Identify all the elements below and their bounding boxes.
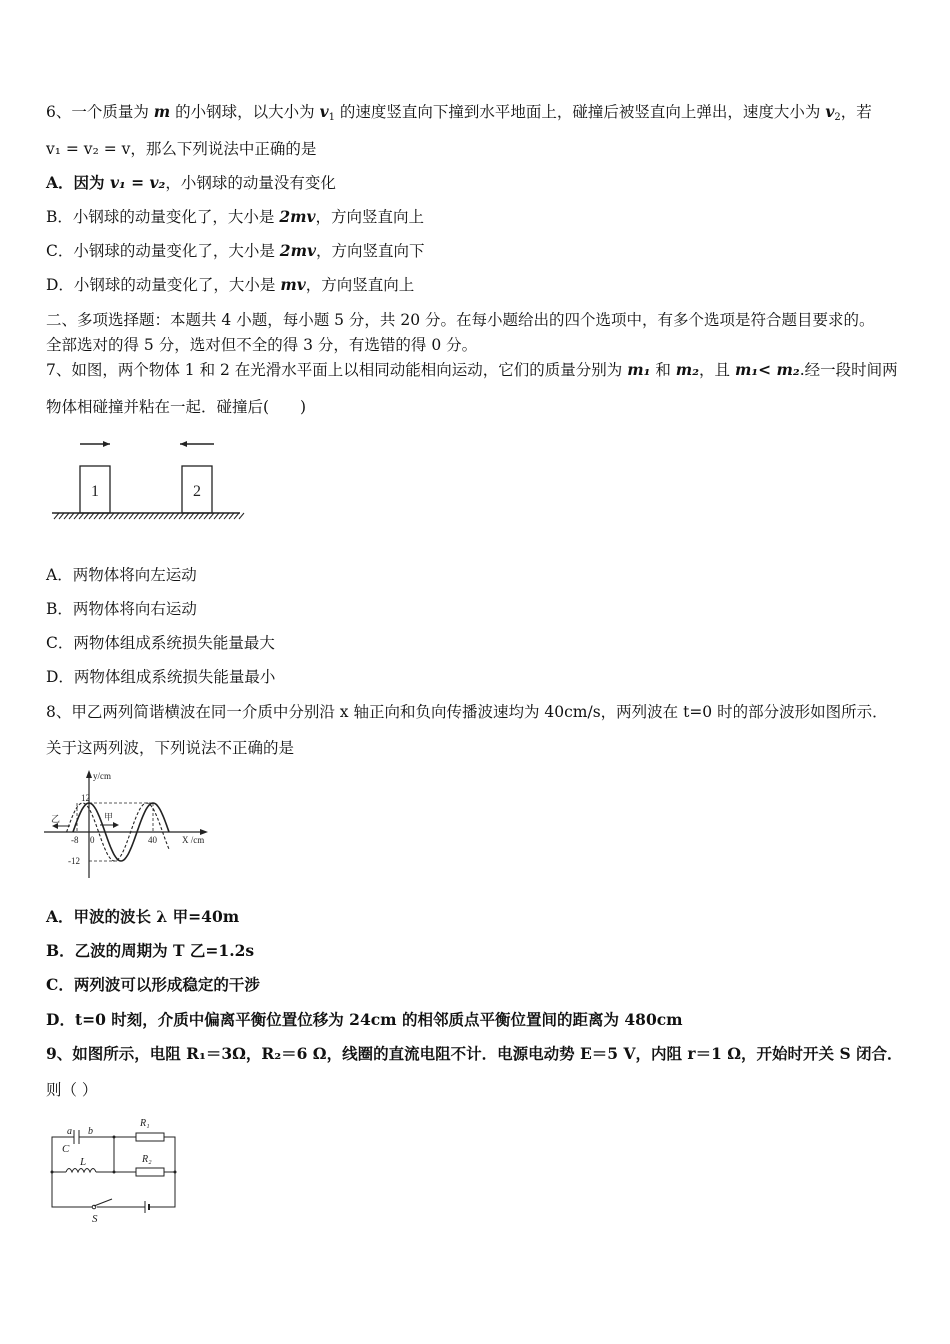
hatch-mark <box>159 513 164 519</box>
hatch-mark <box>169 513 174 519</box>
hatch-mark <box>214 513 219 519</box>
q9-stem-line1: 9、如图所示，电阻 R₁＝3Ω，R₂＝6 Ω，线圈的直流电阻不计．电源电动势 E＝5 V，内阻 r＝1 Ω，开始时开关 S 闭合． <box>46 1044 903 1063</box>
node <box>113 1136 116 1139</box>
formula: 2mv <box>279 241 316 260</box>
q6-option-d[interactable] <box>46 275 414 295</box>
hatch-mark <box>114 513 119 519</box>
formula: 2mv <box>279 207 316 226</box>
hatch-mark <box>54 513 59 519</box>
hatch-mark <box>219 513 224 519</box>
formula: v₁ = v₂ <box>109 173 166 192</box>
arrowhead <box>103 441 110 447</box>
hatch-mark <box>164 513 169 519</box>
sub: 1 <box>328 112 335 123</box>
text: ，若 <box>840 103 872 121</box>
q6-option-a[interactable] <box>46 173 336 193</box>
text: 的小钢球，以大小为 <box>170 103 320 121</box>
label-c: C <box>62 1143 70 1155</box>
text: A．因为 <box>46 173 110 192</box>
hatch-mark <box>149 513 154 519</box>
hatch-mark <box>229 513 234 519</box>
hatch-mark <box>234 513 239 519</box>
hatch-mark <box>84 513 89 519</box>
arrowhead <box>180 441 187 447</box>
ground-hatching <box>54 513 244 519</box>
label-l: L <box>80 1156 87 1168</box>
var-m: m <box>153 102 171 121</box>
y-axis-arrow <box>86 770 92 778</box>
block-1-label: 1 <box>91 483 99 500</box>
hatch-mark <box>74 513 79 519</box>
x-tick-40: 40 <box>148 835 157 845</box>
hatch-mark <box>124 513 129 519</box>
label-r2: R₂ <box>142 1154 152 1165</box>
y-axis-label: y/cm <box>93 771 111 781</box>
hatch-mark <box>199 513 204 519</box>
text: ，方向竖直向下 <box>316 242 425 260</box>
wire <box>79 1137 175 1172</box>
q7-option-a[interactable]: A．两物体将向左运动 <box>46 566 197 584</box>
formula: mv <box>280 275 306 294</box>
switch-s <box>94 1199 112 1206</box>
q6-option-c[interactable] <box>46 241 425 261</box>
hatch-mark <box>64 513 69 519</box>
var-m2: m₂ <box>675 360 699 379</box>
q8-option-d[interactable]: D．t=0 时刻，介质中偏离平衡位置位移为 24cm 的相邻质点平衡位置间的距离为 480cm <box>46 1010 683 1029</box>
resistor-r2 <box>136 1168 164 1176</box>
text: ，小钢球的动量没有变化 <box>165 174 336 192</box>
wire <box>149 1172 175 1207</box>
hatch-mark <box>79 513 84 519</box>
hatch-mark <box>194 513 199 519</box>
resistor-r1 <box>136 1133 164 1141</box>
hatch-mark <box>109 513 114 519</box>
arrowhead <box>113 822 119 828</box>
text: D．小钢球的动量变化了，大小是 <box>46 276 281 294</box>
hatch-mark <box>174 513 179 519</box>
var-m1: m₁ <box>627 360 651 379</box>
hatch-mark <box>94 513 99 519</box>
hatch-mark <box>104 513 109 519</box>
text: 6、一个质量为 <box>46 103 154 121</box>
hatch-mark <box>189 513 194 519</box>
hatch-mark <box>59 513 64 519</box>
hatch-mark <box>204 513 209 519</box>
hatch-mark <box>129 513 134 519</box>
q8-stem-line2: 关于这两列波，下列说法不正确的是 <box>46 739 295 757</box>
hatch-mark <box>89 513 94 519</box>
q8-wave-figure <box>40 760 220 885</box>
x-tick-neg8: -8 <box>71 835 79 845</box>
label-s: S <box>92 1213 98 1225</box>
node <box>51 1171 54 1174</box>
q8-stem-line1: 8、甲乙两列简谐横波在同一介质中分别沿 x 轴正向和负向传播波速均为 40cm/s，两列波在 t=0 时的部分波形如图所示． <box>46 703 888 721</box>
hatch-mark <box>209 513 214 519</box>
q9-stem-line2: 则（ ） <box>46 1081 98 1099</box>
y-tick-12: 12 <box>81 793 90 803</box>
q9-circuit-figure <box>40 1110 200 1225</box>
y-tick-neg12: -12 <box>68 856 80 866</box>
text: ，且 <box>699 361 735 379</box>
text: B．小钢球的动量变化了，大小是 <box>46 208 280 226</box>
q7-option-b[interactable]: B．两物体将向右运动 <box>46 600 197 618</box>
q7-stem-line2: 物体相碰撞并粘在一起．碰撞后( ) <box>46 398 307 416</box>
hatch-mark <box>184 513 189 519</box>
var-v1: v <box>319 102 329 121</box>
q6-stem-line1 <box>46 102 872 128</box>
hatch-mark <box>224 513 229 519</box>
label-a: a <box>67 1126 72 1137</box>
q6-option-b[interactable] <box>46 207 424 227</box>
text: .经一段时间两 <box>799 361 898 379</box>
wire <box>52 1172 92 1207</box>
node <box>113 1171 116 1174</box>
q8-option-b[interactable]: B．乙波的周期为 T 乙=1.2s <box>46 941 255 960</box>
text: 7、如图，两个物体 1 和 2 在光滑水平面上以相同动能相向运动，它们的质量分别为 <box>46 361 628 379</box>
section2-instructions-line1: 二、多项选择题：本题共 4 小题，每小题 5 分，共 20 分。在每小题给出的四个选项中，有多个选项是符合题目要求的。 <box>46 311 875 329</box>
hatch-mark <box>139 513 144 519</box>
hatch-mark <box>154 513 159 519</box>
q8-option-c[interactable]: C．两列波可以形成稳定的干涉 <box>46 975 260 994</box>
hatch-mark <box>119 513 124 519</box>
wave-jia-label: 甲 <box>104 812 114 822</box>
text: ，方向竖直向上 <box>315 208 425 226</box>
inductor-coil <box>66 1169 96 1173</box>
hatch-mark <box>134 513 139 519</box>
q7-stem-line1 <box>46 360 898 380</box>
sub: 2 <box>834 112 841 123</box>
hatch-mark <box>239 513 244 519</box>
block-2-label: 2 <box>193 483 201 500</box>
var-v2: v <box>825 102 835 121</box>
hatch-mark <box>144 513 149 519</box>
q7-option-d[interactable]: D．两物体组成系统损失能量最小 <box>46 668 276 686</box>
q7-blocks-figure <box>48 432 248 527</box>
q8-option-a[interactable]: A．甲波的波长 λ 甲=40m <box>46 907 240 926</box>
x-tick-0: 0 <box>90 835 95 845</box>
section2-instructions-line2: 全部选对的得 5 分，选对但不全的得 3 分，有选错的得 0 分。 <box>46 336 478 354</box>
hatch-mark <box>99 513 104 519</box>
wave-yi-label: 乙 <box>51 814 61 824</box>
formula: m₁< m₂ <box>734 360 800 379</box>
x-axis-label: X /cm <box>182 835 205 845</box>
hatch-mark <box>69 513 74 519</box>
text: 和 <box>650 361 676 379</box>
text: C．小钢球的动量变化了，大小是 <box>46 242 280 260</box>
text: ，方向竖直向上 <box>305 276 415 294</box>
label-r1: R₁ <box>140 1118 150 1129</box>
label-b: b <box>88 1126 93 1137</box>
text: 的速度竖直向下撞到水平地面上，碰撞后被竖直向上弹出，速度大小为 <box>334 103 826 121</box>
hatch-mark <box>179 513 184 519</box>
q6-stem-line2: v₁ = v₂ = v，那么下列说法中正确的是 <box>46 140 317 158</box>
node <box>174 1171 177 1174</box>
q7-option-c[interactable]: C．两物体组成系统损失能量最大 <box>46 634 275 652</box>
